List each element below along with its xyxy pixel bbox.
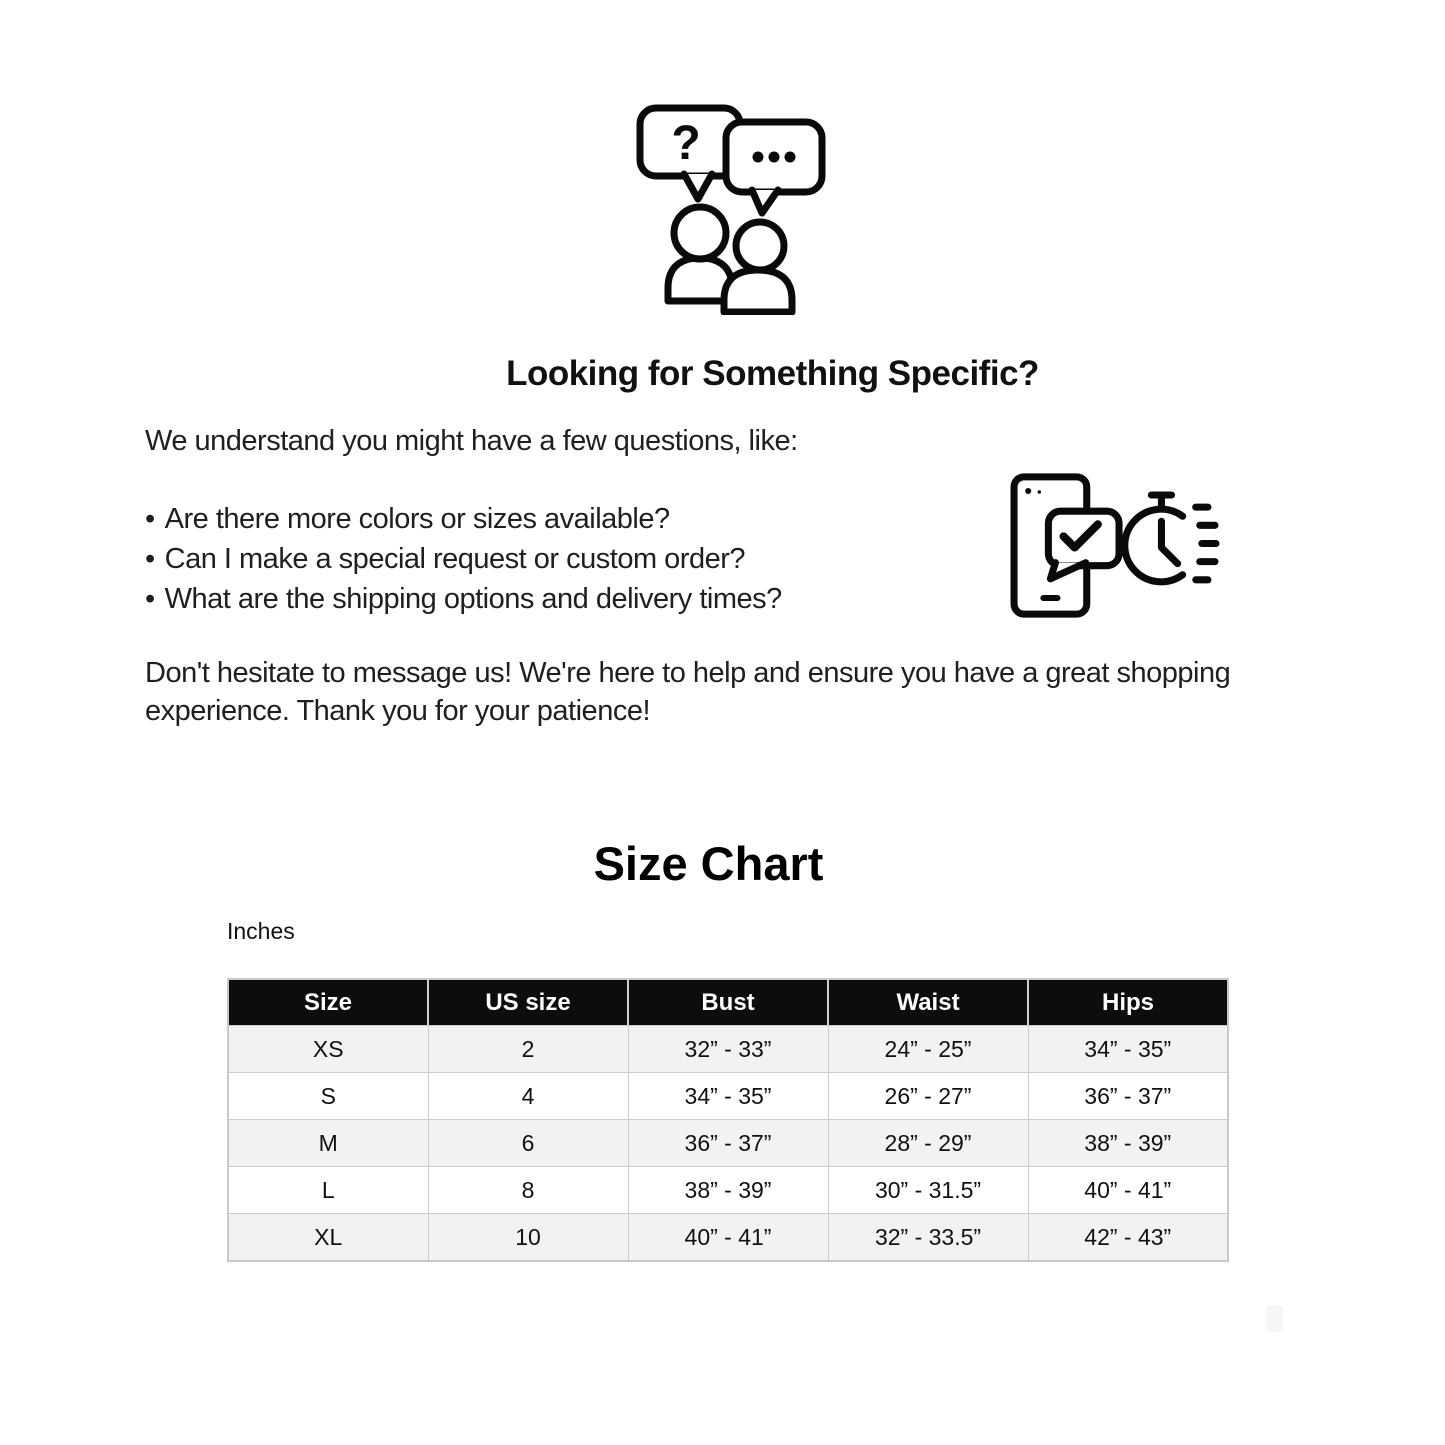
table-cell: 28” - 29” <box>828 1120 1028 1167</box>
table-row <box>228 1026 1228 1073</box>
stopwatch-hands <box>1161 521 1177 563</box>
bullet-marker: • <box>145 503 155 535</box>
column-header-size: Size <box>228 979 428 1026</box>
table-cell: XL <box>228 1214 428 1262</box>
phone-camera-dot <box>1025 488 1031 494</box>
closing-text: Don't hesitate to message us! We're here to help and ensure you have a great shopping experience. Thank you for your patience! <box>145 657 1231 727</box>
table-cell: S <box>228 1073 428 1120</box>
person-right-body <box>724 270 792 312</box>
table-cell: 36” - 37” <box>628 1120 828 1167</box>
list-item <box>145 579 965 619</box>
table-cell: 34” - 35” <box>628 1073 828 1120</box>
table-cell: 10 <box>428 1214 628 1262</box>
table-cell: M <box>228 1120 428 1167</box>
question-answer-people-icon <box>626 100 830 315</box>
watermark-smudge <box>1266 1305 1283 1332</box>
table-cell: XS <box>228 1026 428 1073</box>
column-header-us-size: US size <box>428 979 628 1026</box>
typing-bubble-tail <box>752 190 778 213</box>
person-right-head <box>736 222 784 270</box>
table-row <box>228 1214 1228 1262</box>
person-left-head <box>674 207 726 259</box>
table-row <box>228 1167 1228 1214</box>
table-cell: 8 <box>428 1167 628 1214</box>
list-item <box>145 539 965 579</box>
question-mark-glyph: ? <box>671 117 701 170</box>
column-header-hips: Hips <box>1028 979 1228 1026</box>
table-header-row <box>228 979 1228 1026</box>
table-cell: 30” - 31.5” <box>828 1167 1028 1214</box>
bullet-marker: • <box>145 543 155 575</box>
table-cell: 24” - 25” <box>828 1026 1028 1073</box>
table-cell: 42” - 43” <box>1028 1214 1228 1262</box>
typing-dot <box>769 152 780 163</box>
table-cell: 6 <box>428 1120 628 1167</box>
phone-home-bar <box>1040 595 1060 601</box>
table-cell: 2 <box>428 1026 628 1073</box>
table-cell: 38” - 39” <box>628 1167 828 1214</box>
list-item-text: Are there more colors or sizes available? <box>164 503 670 535</box>
table-cell: 36” - 37” <box>1028 1073 1228 1120</box>
size-chart-table <box>227 978 1229 1262</box>
typing-dot <box>785 152 796 163</box>
list-item <box>145 499 965 539</box>
question-list <box>145 499 965 619</box>
column-header-bust: Bust <box>628 979 828 1026</box>
table-cell: 32” - 33” <box>628 1026 828 1073</box>
table-row <box>228 1073 1228 1120</box>
size-chart-title: Size Chart <box>593 837 824 890</box>
list-item-text: Can I make a special request or custom order? <box>164 543 745 575</box>
unit-label: Inches <box>227 918 295 944</box>
table-cell: 26” - 27” <box>828 1073 1028 1120</box>
typing-dot <box>753 152 764 163</box>
table-cell: 40” - 41” <box>628 1214 828 1262</box>
table-cell: 34” - 35” <box>1028 1026 1228 1073</box>
table-row <box>228 1120 1228 1167</box>
intro-text: We understand you might have a few questions, like: <box>145 425 798 457</box>
phone-message-stopwatch-icon <box>1008 472 1220 620</box>
section-heading: Looking for Something Specific? <box>506 354 1039 393</box>
table-cell: 40” - 41” <box>1028 1167 1228 1214</box>
stopwatch-ring <box>1125 509 1183 582</box>
list-item-text: What are the shipping options and delivery times? <box>164 583 782 615</box>
table-cell: 38” - 39” <box>1028 1120 1228 1167</box>
column-header-waist: Waist <box>828 979 1028 1026</box>
phone-camera-dot-small <box>1038 490 1041 493</box>
bullet-marker: • <box>145 583 155 615</box>
question-bubble-tail <box>684 174 712 199</box>
table-cell: 32” - 33.5” <box>828 1214 1028 1262</box>
table-cell: 4 <box>428 1073 628 1120</box>
table-cell: L <box>228 1167 428 1214</box>
